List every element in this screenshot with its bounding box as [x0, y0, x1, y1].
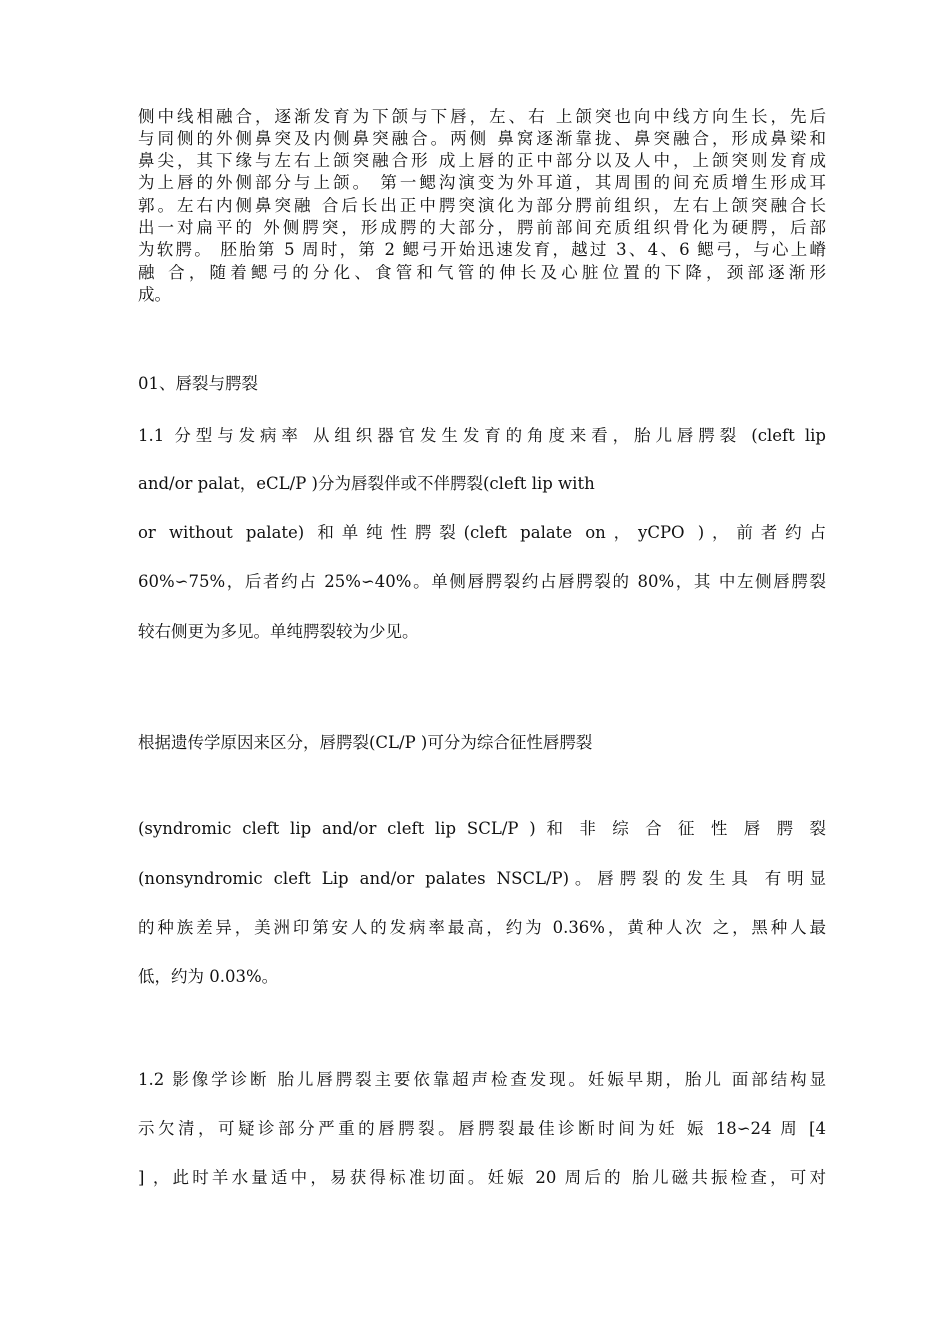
- section-1-1-line-3: or without palate) 和单纯性腭裂(cleft palate on，yCPO )，前者约占: [138, 523, 826, 542]
- paragraph-1-line-6: 出一对扁平的 外侧腭突，形成腭的大部分，腭前部间充质组织骨化为硬腭，后部: [138, 218, 826, 237]
- paragraph-1-line-3: 鼻尖，其下缘与左右上颌突融合形 成上唇的正中部分以及人中，上颌突则发育成: [138, 151, 826, 170]
- paragraph-1-line-1: 侧中线相融合，逐渐发育为下颌与下唇，左、右 上颌突也向中线方向生长，先后: [138, 107, 826, 126]
- section-1-1-line-1: 1.1 分型与发病率 从组织器官发生发育的角度来看，胎儿唇腭裂 (cleft lip: [138, 426, 826, 445]
- genetics-intro: 根据遗传学原因来区分，唇腭裂(CL/P )可分为综合征性唇腭裂: [138, 733, 593, 752]
- paragraph-1-line-9: 成。: [138, 285, 171, 304]
- section-1-1-line-5: 较右侧更为多见。单纯腭裂较为少见。: [138, 622, 419, 641]
- paragraph-1-line-8: 融 合，随着鳃弓的分化、食管和气管的伸长及心脏位置的下降，颈部逐渐形: [138, 263, 826, 282]
- section-1-1-line-4: 60%∽75%，后者约占 25%∽40%。单侧唇腭裂约占唇腭裂的 80%，其 中左侧唇腭裂: [138, 572, 826, 591]
- paragraph-1-line-7: 为软腭。 胚胎第 5 周时，第 2 鳃弓开始迅速发育，越过 3、4、6 鳃弓，与心上嵴: [138, 240, 826, 259]
- genetics-line-4: 低，约为 0.03%。: [138, 967, 279, 986]
- paragraph-1-line-4: 为上唇的外侧部分与上颌。 第一鳃沟演变为外耳道，其周围的间充质增生形成耳: [138, 173, 826, 192]
- section-1-2-line-2: 示欠清，可疑诊部分严重的唇腭裂。唇腭裂最佳诊断时间为妊 娠 18∽24 周 [4: [138, 1119, 826, 1138]
- genetics-line-1: (syndromic cleft lip and/or cleft lip SCL/P ) 和 非 综 合 征 性 唇 腭 裂: [138, 819, 826, 838]
- genetics-line-3: 的种族差异，美洲印第安人的发病率最高，约为 0.36%，黄种人次 之，黑种人最: [138, 918, 826, 937]
- paragraph-1-line-2: 与同侧的外侧鼻突及内侧鼻突融合。两侧 鼻窝逐渐靠拢、鼻突融合，形成鼻梁和: [138, 129, 826, 148]
- section-1-2-line-1: 1.2 影像学诊断 胎儿唇腭裂主要依靠超声检查发现。妊娠早期，胎儿 面部结构显: [138, 1070, 826, 1089]
- genetics-line-2: (nonsyndromic cleft Lip and/or palates NSCL/P)。唇腭裂的发生具 有明显: [138, 869, 826, 888]
- paragraph-1-line-5: 郭。左右内侧鼻突融 合后长出正中腭突演化为部分腭前组织，左右上颌突融合长: [138, 196, 826, 215]
- section-heading: 01、唇裂与腭裂: [138, 374, 258, 393]
- section-1-1-line-2: and/or palat，eCL/P )分为唇裂伴或不伴腭裂(cleft lip with: [138, 474, 595, 493]
- section-1-2-line-3: ] ，此时羊水量适中，易获得标准切面。妊娠 20 周后的 胎儿磁共振检查，可对: [138, 1168, 826, 1187]
